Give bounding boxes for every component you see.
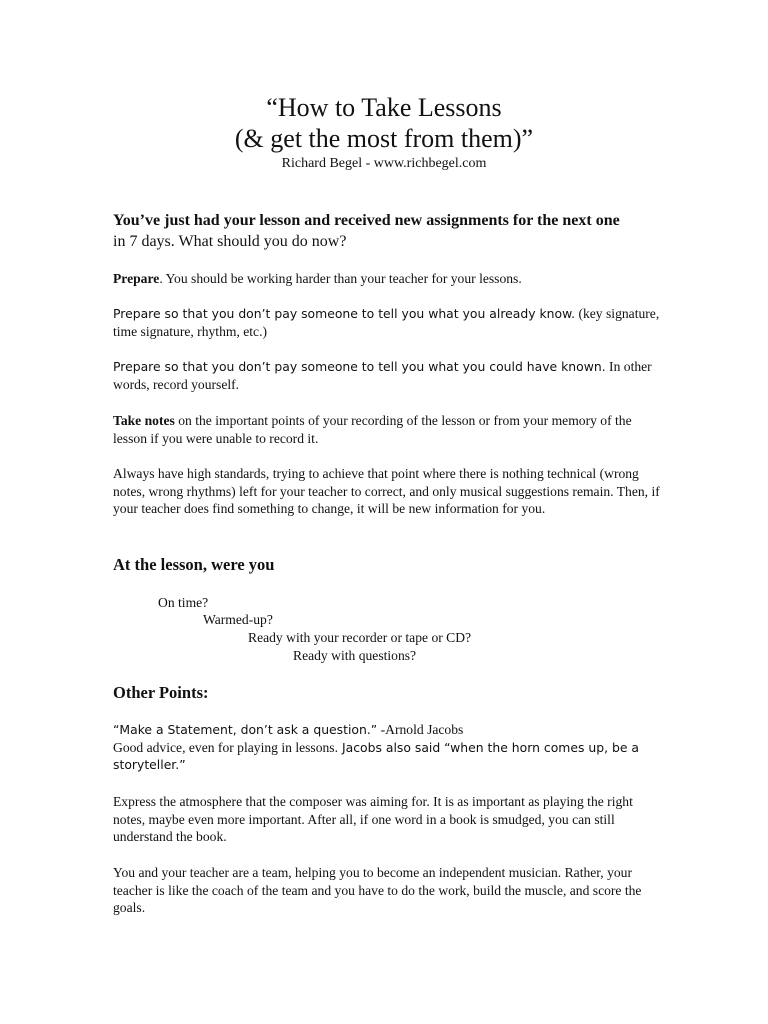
prepare-text: . You should be working harder than your teacher for your lessons.	[159, 271, 522, 286]
quote-attribution: -Arnold Jacobs	[377, 722, 464, 737]
standards-paragraph: Always have high standards, trying to achieve that point where there is nothing technical (wrong notes, wrong rhythms) left for your teacher to correct, and only musical suggestions remain. Then, if your teacher does find something to change, it will be new information for you.	[113, 466, 660, 516]
prepare-could-paragraph	[113, 358, 661, 393]
prepare-label: Prepare	[113, 271, 160, 286]
prepare-paragraph	[113, 270, 661, 288]
prepare-know-paragraph	[113, 305, 661, 340]
title-line-2: (& get the most from them)”	[234, 124, 534, 153]
checklist-item: On time?	[158, 595, 209, 610]
intro-bold-text: You’ve just had your lesson and received new assignments for the next one	[113, 212, 620, 229]
document-title	[0, 92, 768, 154]
author-byline: Richard Begel - www.richbegel.com	[281, 156, 487, 171]
checklist-item: Ready with questions?	[293, 648, 417, 663]
advice-sans: Jacobs also said “when the horn comes up, be a storyteller.”	[113, 739, 640, 772]
quote-text: “Make a Statement, don’t ask a question.”	[113, 722, 378, 737]
prepare-could-sans: Prepare so that you don’t pay someone to tell you what you could have known.	[113, 359, 606, 374]
team-paragraph: You and your teacher are a team, helping you to become an independent musician. Rather, your teacher is like the coach of the team and you have to do the work, build the muscle, and score the goals.	[113, 865, 642, 915]
quote-paragraph	[113, 721, 661, 774]
take-notes-text: on the important points of your recording of the lesson or from your memory of the lesson if you were unable to record it.	[113, 413, 632, 446]
advice-serif: Good advice, even for playing in lessons.	[113, 739, 339, 755]
atmosphere-paragraph: Express the atmosphere that the composer was aiming for. It is as important as playing the right notes, maybe even more important. After all, if one word in a book is smudged, you can still understand the book.	[113, 794, 633, 844]
intro-rest-text: in 7 days. What should you do now?	[113, 233, 347, 250]
intro-paragraph	[113, 210, 673, 252]
prepare-know-serif: (key signature, time signature, rhythm, etc.)	[113, 306, 660, 339]
prepare-know-sans: Prepare so that you don’t pay someone to tell you what you already know.	[113, 306, 576, 321]
other-points-heading: Other Points:	[113, 683, 209, 702]
take-notes-label: Take notes	[113, 413, 175, 428]
checklist-item: Ready with your recorder or tape or CD?	[248, 630, 472, 645]
lesson-section-heading: At the lesson, were you	[113, 555, 275, 574]
checklist-item: Warmed-up?	[203, 612, 273, 627]
title-line-1: “How to Take Lessons	[266, 93, 502, 122]
prepare-could-serif: In other words, record yourself.	[113, 359, 652, 392]
take-notes-paragraph	[113, 412, 661, 447]
